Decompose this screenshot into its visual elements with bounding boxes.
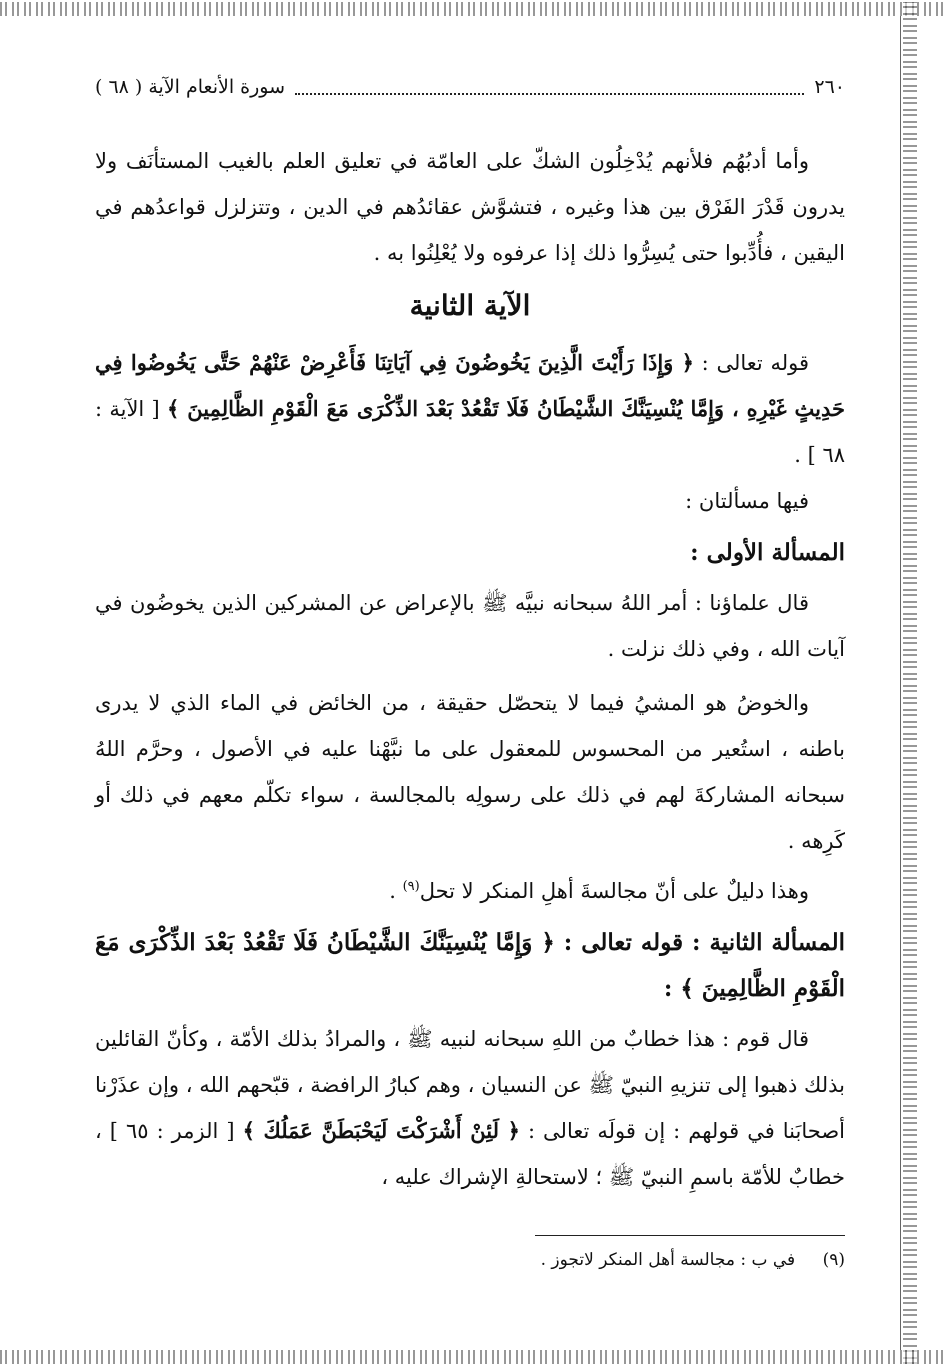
quran-verse: ﴿ وَإِذَا رَأَيْتَ الَّذِينَ يَخُوضُونَ فِي آيَاتِنَا فَأَعْرِضْ عَنْهُمْ حَتَّى يَخُوضُوا فِي حَدِيثٍ غَيْرِهِ ، وَإِمَّا يُنْسِيَنَّكَ الشَّيْطَانُ فَلَا تَقْعُدْ بَعْدَ الذِّكْرَى مَعَ الْقَوْمِ الظَّالِمِينَ ﴾ [95,350,845,421]
two-issues-line: فيها مسألتان : [685,489,809,513]
verse-reference: [ الآية : ٦٨ ] . [95,397,845,467]
quran-verse: ﴿ لَئِنْ أَشْرَكْتَ لَيَحْبَطَنَّ عَمَلُكَ ﴾ [242,1118,520,1143]
paragraph-text: وهذا دليلٌ على أنّ مجالسةَ أهلِ المنكر لا تحل [419,879,809,903]
footnote-number: (٩) [822,1250,845,1270]
page-number: ٢٦٠ [814,76,845,98]
decorative-border-bottom [0,1350,944,1364]
page-header [95,70,845,104]
footnote [95,1245,845,1275]
running-title: سورة الأنعام الآية ( ٦٨ ) [95,76,286,98]
paragraph: والخوضُ هو المشيُ فيما لا يتحصّل حقيقة ، من الخائض في الماء الذي لا يدرى باطنه ، استُعير من المحسوس للمعقول على ما نبَّهْنا عليه في الأصول ، وحرَّم اللهُ سبحانه المشاركةَ لهم في ذلك على رسولِه بالمجالسة ، سواء تكلّم معهم في ذلك أو كَرِهه . [95,691,845,853]
section-heading: الآية الثانية [409,289,531,322]
issue-two-title: المسألة الثانية : قوله تعالى : ﴿ وَإِمَّا يُنْسِيَنَّكَ الشَّيْطَانُ فَلَا تَقْعُدْ بَعْدَ الذِّكْرَى مَعَ الْقَوْمِ الظَّالِمِينَ ﴾ : [95,929,845,1002]
dotted-leader [295,79,804,95]
footnote-marker[interactable]: (٩) [402,879,420,894]
border-inner-line [900,16,901,1350]
paragraph-with-note [95,864,845,914]
decorative-border-top [0,2,944,16]
page-content [95,70,845,1200]
decorative-border-right [903,2,917,1364]
paragraph [95,1016,845,1200]
paragraph-end: . [389,879,403,903]
paragraph-text: [ الزمر : ٦٥ ] ، خطابٌ للأمّة باسمِ النبيّ ﷺ ؛ لاستحالةِ الإشراك عليه ، [95,1119,845,1189]
paragraph-text: قال قوم : هذا خطابٌ من اللهِ سبحانه لنبيه ﷺ ، والمرادُ بذلك الأمّة ، وكأنّ القائلين بذلك ذهبوا إلى تنزيهِ النبيّ ﷺ عن النسيان ، وهم كبارُ الرافضة ، قبّحهم الله ، وإن عذَرْنا أصحابَنا في قولهم : إن قولَه تعالى : [95,1027,845,1143]
paragraph: وأما أدبُهُم فلأنهم يُدْخِلُون الشكّ على العامّة في تعليق العلم بالغيب المستأنَف ولا يدرون قَدْرَ الفَرْق بين هذا وغيره ، فتشوَّش عقائدُهم في الدين ، وتتزلزل قواعدُهم في اليقين ، فأُدِّبوا حتى يُسِرُّوا ذلك إذا عرفوه ولا يُعْلِنُوا به . [95,149,845,265]
verse-paragraph [95,340,845,478]
footnote-text: في ب : مجالسة أهل المنكر لاتجوز . [540,1250,796,1270]
issue-one-title: المسألة الأولى : [690,539,845,566]
verse-intro: قوله تعالى : [701,351,809,375]
footnote-rule [535,1235,845,1236]
paragraph: قال علماؤنا : أمر اللهُ سبحانه نبيَّه ﷺ بالإعراض عن المشركين الذين يخوضُون في آيات الله ، وفي ذلك نزلت . [95,591,845,661]
